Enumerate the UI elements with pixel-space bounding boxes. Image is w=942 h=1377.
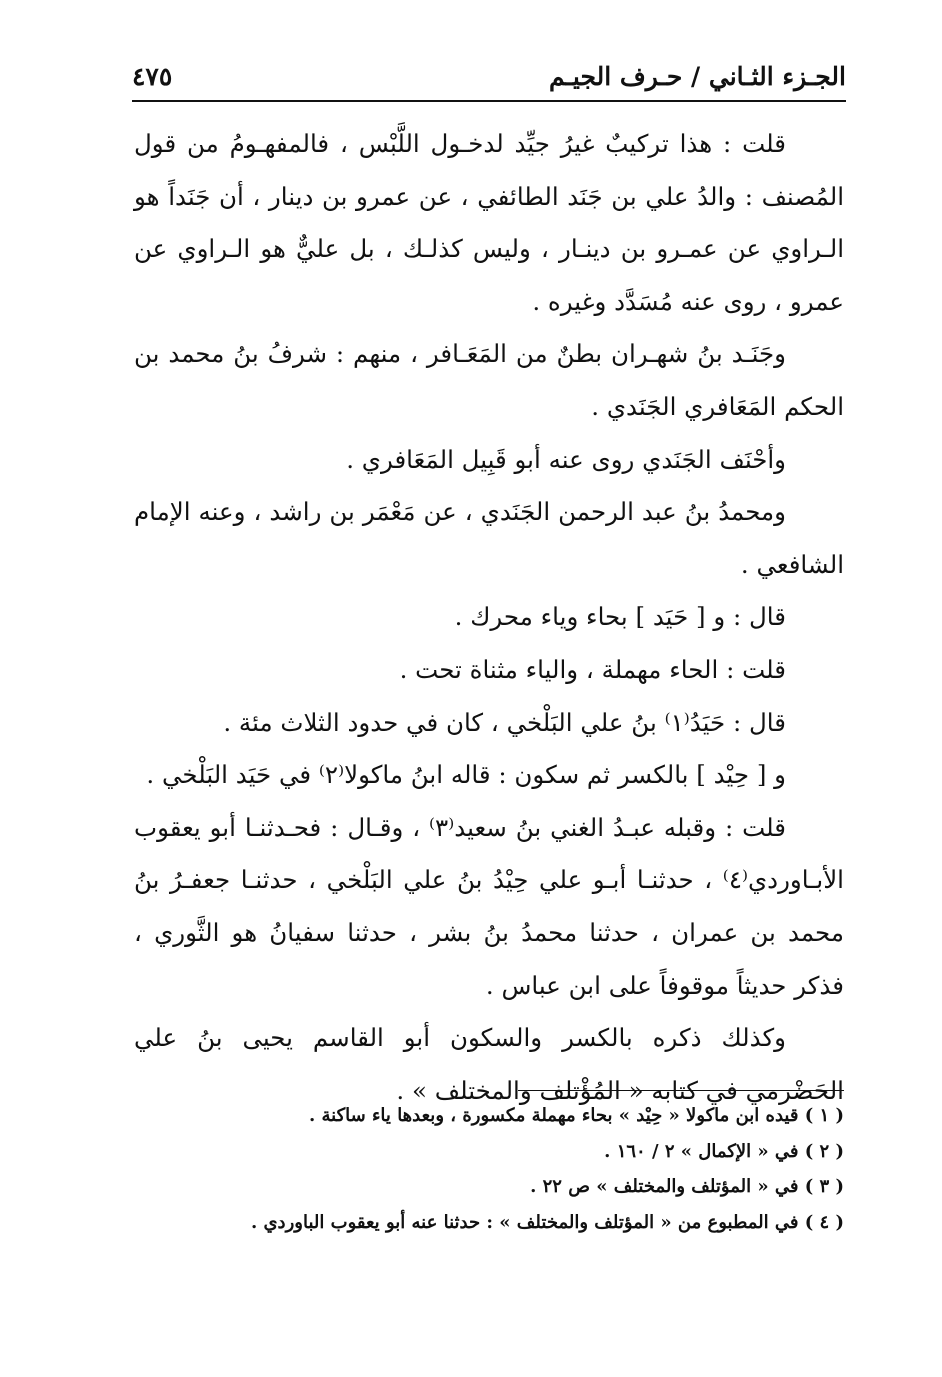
paragraph-10: وكذلك ذكره بالكسر والسكون أبو القاسم يحيى بنُ علي الحَضْرمي في كتابه « المُؤْتلف والمختلف » .: [134, 1023, 844, 1105]
paragraph-1: قلت : هذا تركيبٌ غيرُ جيِّد لدخـول اللَّبْس ، فالمفهـومُ من قول المُصنف : والدُ علي بن جَنَد الطائفي ، عن عمرو بن دينار ، أن جَنَداً هو الـراوي عن عمـرو بن دينـار ، وليس كذلـك ، بل عليٌّ هو الـراوي عن عمرو ، روى عنه مُسَدَّد وغيره .: [134, 129, 844, 316]
paragraph-4: ومحمدُ بنُ عبد الرحمن الجَنَدي ، عن مَعْمَر بن راشد ، وعنه الإمام الشافعي .: [134, 497, 844, 579]
footnotes: [134, 1098, 844, 1240]
main-text: [134, 118, 844, 1117]
paragraph-5: قال : و [ حَيَد ] بحاء وياء محرك .: [454, 602, 786, 632]
paragraph-7: قال : حَيَدُ⁽١⁾ بنُ علي البَلْخي ، كان في حدود الثلاث مئة .: [223, 707, 786, 737]
page-number: ٤٧٥: [132, 62, 173, 91]
paragraph-9: قلت : وقبله عبـدُ الغني بنُ سعيد⁽٣⁾ ، وقـال : فحـدثنـا أبو يعقوب الأبـاوردي⁽٤⁾ ، حدثنـا أبـو علي حِيْدُ بنُ علي البَلْخي ، حدثنـا جعفـرُ بنُ محمد بن عمران ، حدثنا محمدُ بنُ بشر ، حدثنا سفيانُ هو الثَّوري ، فذكر حديثاً موقوفاً على ابن عباس .: [134, 812, 844, 1000]
footnote-rule: [518, 1090, 844, 1091]
footnote-3: ( ٣ ) في « المؤتلف والمختلف » ص ٢٢ .: [530, 1176, 844, 1197]
running-title: الجـزء الثـاني / حـرف الجيـم: [548, 62, 846, 91]
footnote-4: ( ٤ ) في المطبوع من « المؤتلف والمختلف » : حدثنا عنه أبو يعقوب الباوردي .: [250, 1211, 844, 1233]
running-header: [132, 52, 846, 96]
paragraph-3: وأحْنَف الجَنَدي روى عنه أبو قَبِيل المَعَافري .: [346, 444, 786, 474]
footnote-1: ( ١ ) قيده ابن ماكولا « حِيْد » بحاء مهملة مكسورة ، وبعدها ياء ساكنة .: [308, 1105, 844, 1126]
paragraph-2: وجَنَـد بنُ شهـران بطنٌ من المَعَـافر ، منهم : شرفُ بنُ محمد بن الحكم المَعَافري الجَنَدي .: [134, 339, 844, 421]
paragraph-6: قلت : الحاء مهملة ، والياء مثناة تحت .: [399, 654, 786, 684]
footnote-2: ( ٢ ) في « الإكمال » ٢ / ١٦٠ .: [604, 1140, 844, 1162]
paragraph-8: و [ حِيْد ] بالكسر ثم سكون : قاله ابنُ ماكولا⁽٢⁾ في حَيَد البَلْخي .: [146, 760, 786, 790]
header-rule: [132, 100, 846, 102]
